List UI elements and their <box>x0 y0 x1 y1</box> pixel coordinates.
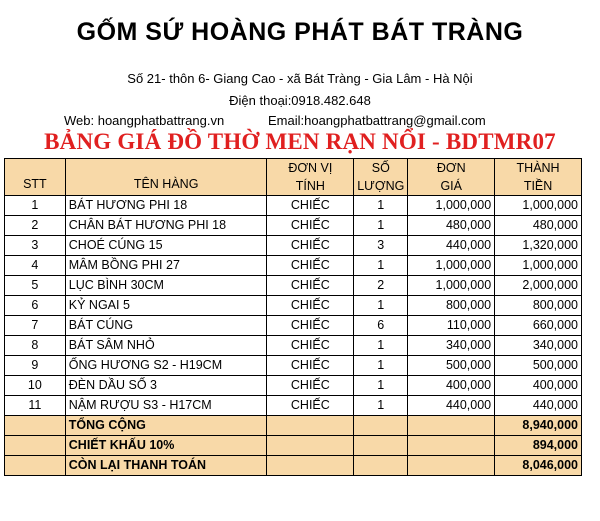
summary-balance <box>5 456 582 476</box>
price-table <box>4 158 582 476</box>
table-row <box>5 196 582 216</box>
row-unit-price: 110,000 <box>408 316 495 336</box>
table-row <box>5 316 582 336</box>
header-qty-line1: SỐ <box>354 159 408 178</box>
summary-empty-cell <box>354 436 408 456</box>
row-item-name: KỶ NGAI 5 <box>65 296 267 316</box>
row-item-name: ĐÈN DẦU SỐ 3 <box>65 376 267 396</box>
header-qty-line2: LƯỢNG <box>354 177 408 196</box>
row-unit: CHIẾC <box>267 196 354 216</box>
table-row <box>5 236 582 256</box>
row-stt: 10 <box>5 376 66 396</box>
row-total: 1,000,000 <box>495 196 582 216</box>
row-stt: 7 <box>5 316 66 336</box>
summary-label: TỔNG CỘNG <box>65 416 267 436</box>
row-unit-price: 500,000 <box>408 356 495 376</box>
row-unit: CHIẾC <box>267 376 354 396</box>
row-stt: 9 <box>5 356 66 376</box>
summary-empty-cell <box>408 416 495 436</box>
table-row <box>5 396 582 416</box>
row-total: 500,000 <box>495 356 582 376</box>
row-unit: CHIẾC <box>267 356 354 376</box>
row-total: 800,000 <box>495 296 582 316</box>
table-row <box>5 276 582 296</box>
row-total: 2,000,000 <box>495 276 582 296</box>
row-quantity: 1 <box>354 196 408 216</box>
row-quantity: 1 <box>354 256 408 276</box>
header-name: TÊN HÀNG <box>65 159 267 196</box>
row-unit: CHIẾC <box>267 276 354 296</box>
summary-blank-cell <box>5 416 66 436</box>
row-unit: CHIẾC <box>267 216 354 236</box>
summary-blank-cell <box>5 456 66 476</box>
row-total: 660,000 <box>495 316 582 336</box>
summary-discount <box>5 436 582 456</box>
header-total-line2: TIỀN <box>495 177 582 196</box>
row-unit: CHIẾC <box>267 256 354 276</box>
header-stt: STT <box>5 159 66 196</box>
table-header-row-1 <box>5 159 582 178</box>
row-unit-price: 1,000,000 <box>408 276 495 296</box>
row-total: 1,320,000 <box>495 236 582 256</box>
summary-label: CHIẾT KHẤU 10% <box>65 436 267 456</box>
table-row <box>5 356 582 376</box>
summary-blank-cell <box>5 436 66 456</box>
header-price-line2: GIÁ <box>408 177 495 196</box>
row-unit-price: 1,000,000 <box>408 196 495 216</box>
row-unit: CHIẾC <box>267 236 354 256</box>
header-price-line1: ĐƠN <box>408 159 495 178</box>
summary-value: 894,000 <box>495 436 582 456</box>
header-total-line1: THÀNH <box>495 159 582 178</box>
table-row <box>5 336 582 356</box>
summary-label: CÒN LẠI THANH TOÁN <box>65 456 267 476</box>
table-row <box>5 216 582 236</box>
table-row <box>5 376 582 396</box>
row-quantity: 2 <box>354 276 408 296</box>
row-quantity: 1 <box>354 336 408 356</box>
row-quantity: 1 <box>354 396 408 416</box>
row-stt: 6 <box>5 296 66 316</box>
row-unit-price: 800,000 <box>408 296 495 316</box>
row-stt: 8 <box>5 336 66 356</box>
header-unit-line2: TÍNH <box>267 177 354 196</box>
row-item-name: CHOÉ CÚNG 15 <box>65 236 267 256</box>
row-unit-price: 440,000 <box>408 396 495 416</box>
table-row <box>5 256 582 276</box>
summary-empty-cell <box>354 416 408 436</box>
row-unit: CHIẾC <box>267 396 354 416</box>
row-quantity: 1 <box>354 296 408 316</box>
row-item-name: CHÂN BÁT HƯƠNG PHI 18 <box>65 216 267 236</box>
row-unit-price: 1,000,000 <box>408 256 495 276</box>
row-stt: 1 <box>5 196 66 216</box>
summary-value: 8,940,000 <box>495 416 582 436</box>
summary-total <box>5 416 582 436</box>
row-total: 400,000 <box>495 376 582 396</box>
row-unit-price: 400,000 <box>408 376 495 396</box>
row-quantity: 1 <box>354 356 408 376</box>
row-quantity: 3 <box>354 236 408 256</box>
row-quantity: 6 <box>354 316 408 336</box>
company-phone: Điện thoại:0918.482.648 <box>229 93 371 108</box>
row-item-name: ỐNG HƯƠNG S2 - H19CM <box>65 356 267 376</box>
row-item-name: NẬM RƯỢU S3 - H17CM <box>65 396 267 416</box>
summary-empty-cell <box>267 436 354 456</box>
row-stt: 11 <box>5 396 66 416</box>
summary-empty-cell <box>267 456 354 476</box>
row-unit: CHIẾC <box>267 316 354 336</box>
row-quantity: 1 <box>354 216 408 236</box>
row-unit: CHIẾC <box>267 336 354 356</box>
summary-empty-cell <box>354 456 408 476</box>
row-total: 440,000 <box>495 396 582 416</box>
row-total: 340,000 <box>495 336 582 356</box>
company-name: GỐM SỨ HOÀNG PHÁT BÁT TRÀNG <box>76 18 524 46</box>
row-item-name: BÁT SÂM NHỎ <box>65 336 267 356</box>
row-stt: 5 <box>5 276 66 296</box>
row-total: 480,000 <box>495 216 582 236</box>
summary-value: 8,046,000 <box>495 456 582 476</box>
company-email: Email:hoangphatbattrang@gmail.com <box>268 113 486 128</box>
row-total: 1,000,000 <box>495 256 582 276</box>
company-address: Số 21- thôn 6- Giang Cao - xã Bát Tràng - Gia Lâm - Hà Nội <box>127 71 473 86</box>
row-item-name: MÂM BỒNG PHI 27 <box>65 256 267 276</box>
company-website: Web: hoangphatbattrang.vn <box>64 113 225 128</box>
row-stt: 2 <box>5 216 66 236</box>
row-item-name: BÁT CÚNG <box>65 316 267 336</box>
header-unit-line1: ĐƠN VỊ <box>267 159 354 178</box>
row-item-name: LỤC BÌNH 30CM <box>65 276 267 296</box>
row-unit-price: 480,000 <box>408 216 495 236</box>
summary-empty-cell <box>267 416 354 436</box>
row-item-name: BÁT HƯƠNG PHI 18 <box>65 196 267 216</box>
summary-empty-cell <box>408 436 495 456</box>
row-stt: 4 <box>5 256 66 276</box>
row-unit: CHIẾC <box>267 296 354 316</box>
row-unit-price: 440,000 <box>408 236 495 256</box>
row-stt: 3 <box>5 236 66 256</box>
row-unit-price: 340,000 <box>408 336 495 356</box>
row-quantity: 1 <box>354 376 408 396</box>
price-list-title: BẢNG GIÁ ĐỒ THỜ MEN RẠN NỔI - BDTMR07 <box>44 129 556 154</box>
summary-empty-cell <box>408 456 495 476</box>
table-row <box>5 296 582 316</box>
